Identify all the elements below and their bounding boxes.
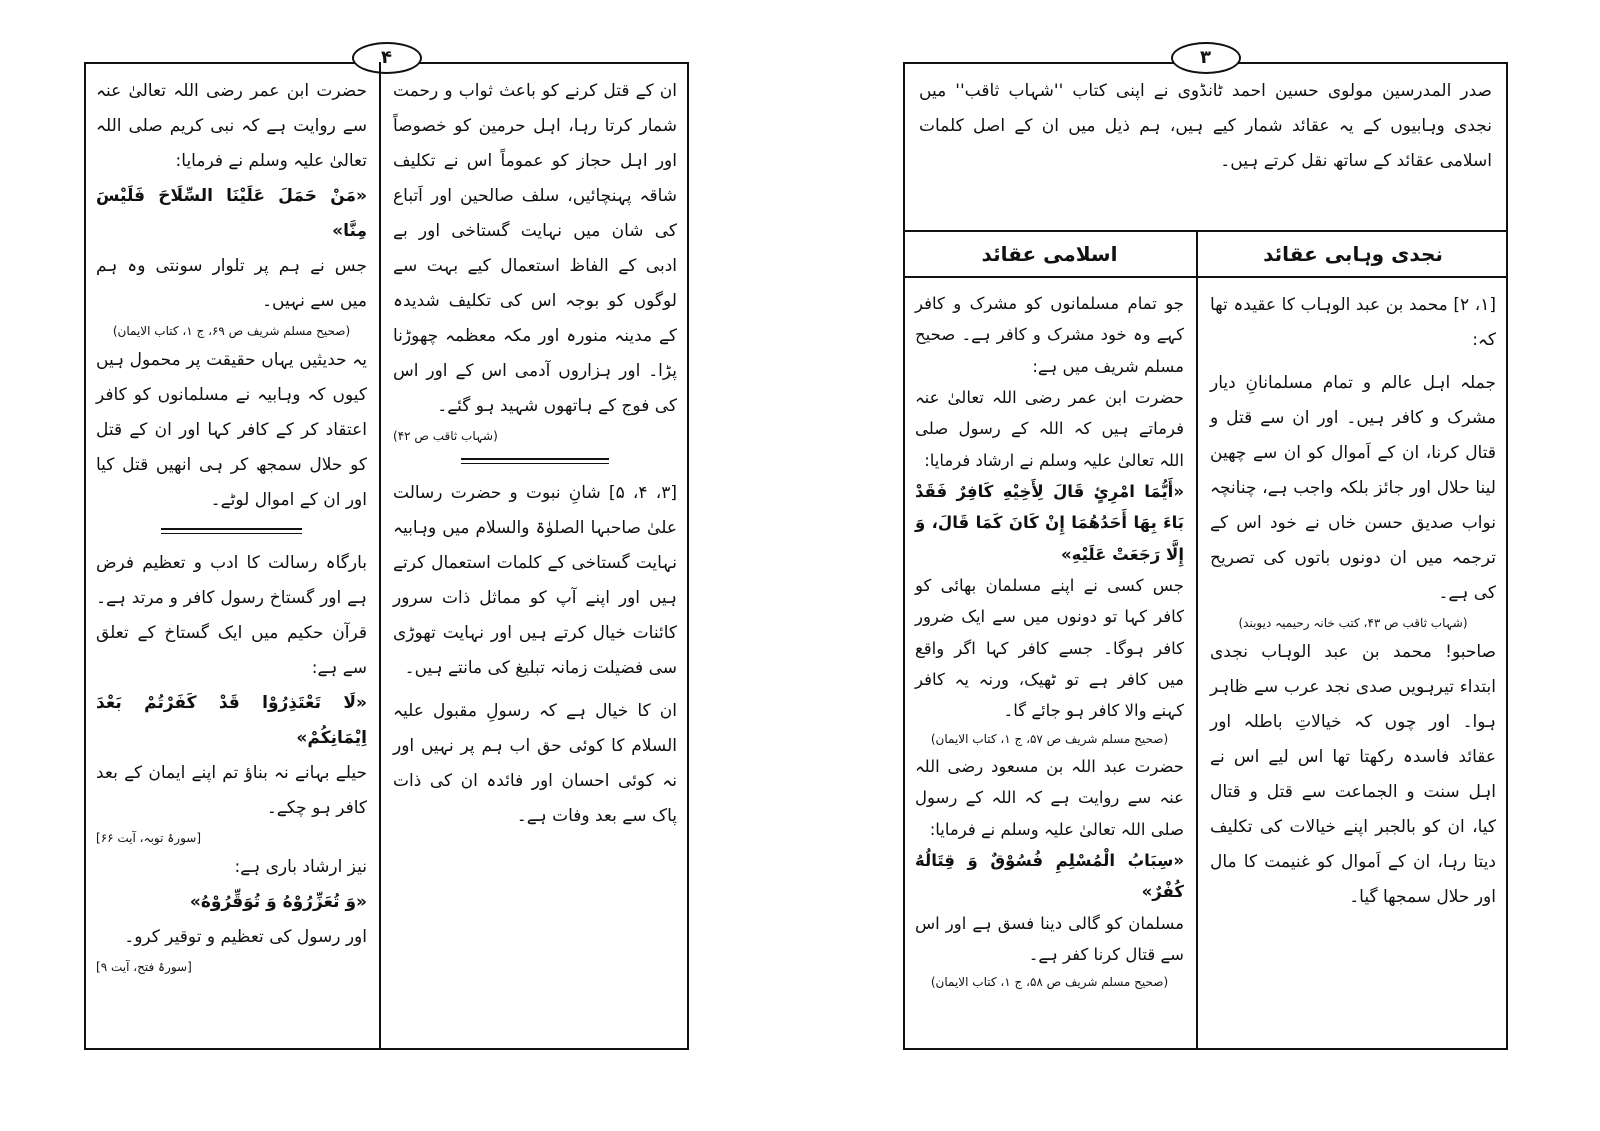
intro-block xyxy=(903,62,1508,232)
left-page-column-left xyxy=(84,62,379,1050)
table-header-islami: اسلامی عقائد xyxy=(981,242,1118,266)
paragraph: حضرت ابن عمر رضی اللہ تعالیٰ عنہ فرماتے ہیں کہ اللہ کے رسول صلی اللہ تعالیٰ علیہ وسلم نے ارشاد فرمایا: xyxy=(915,388,1184,470)
paragraph: [۱، ۲] محمد بن عبد الوہاب کا عقیدہ تھا کہ: xyxy=(1210,295,1496,350)
reference: (شہاب ثاقب ص ۴۳، کتب خانہ رحیمیہ دیوبند) xyxy=(1238,616,1468,630)
table-header-najdi: نجدی وہابی عقائد xyxy=(1263,242,1443,266)
paragraph: ان کے قتل کرنے کو باعث ثواب و رحمت شمار کرتا رہا، اہل حرمین کو خصوصاً اور اہل حجاز کو عموماً اس نے تکلیف شاقہ پہنچائیں، سلف صالحین اور اَتباع کی شان میں نہایت گستاخی اور بے ادبی کے الفاظ استعمال کیے بہت سے لوگوں کو بوجہ اس کی تکلیف شدیدہ کے مدینہ منورہ اور مکہ معظمہ چھوڑنا پڑا۔ اور ہزاروں آدمی اس کے اور اس کی فوج کے ہاتھوں شہید ہو گئے۔ xyxy=(393,81,677,416)
right-page xyxy=(903,47,1508,1050)
paragraph: حضرت عبد اللہ بن مسعود رضی اللہ عنہ سے روایت ہے کہ اللہ کے رسول صلی اللہ تعالیٰ علیہ وسلم نے فرمایا: xyxy=(915,756,1184,839)
paragraph: جس کسی نے اپنے مسلمان بھائی کو کافر کہا تو دونوں میں سے ایک ضرور کافر ہوگا۔ جسے کافر کہا اگر واقع میں کافر ہے تو ٹھیک، ورنہ یہ کافر کہنے والا کافر ہو جائے گا۔ xyxy=(915,576,1184,721)
paragraph: نیز ارشاد باری ہے: xyxy=(234,857,367,877)
table-header-row xyxy=(903,230,1508,278)
reference: (صحیح مسلم شریف ص ۵۷، ج ۱، کتاب الایمان) xyxy=(930,731,1169,746)
paragraph: صاحبو! محمد بن عبد الوہاب نجدی ابتداء تیرہویں صدی نجد عرب سے ظاہر ہوا۔ اور چوں کہ خیالاتِ باطلہ اور عقائد فاسدہ رکھتا تھا اس لیے اس نے اہل سنت و الجماعت سے قتل و قتال کیا، ان کو بالجبر اپنے خیالات کی تکلیف دیتا رہا، ان کے اَموال کو غنیمت کا مال اور حلال سمجھا گیا۔ xyxy=(1210,642,1496,907)
right-page-column-right xyxy=(1198,276,1508,1050)
arabic-quote: «مَنْ حَمَلَ عَلَيْنَا السِّلَاحَ فَلَيْسَ مِنَّا» xyxy=(96,186,367,241)
paragraph: [۳، ۴، ۵] شانِ نبوت و حضرت رسالت علیٰ صاحبہا الصلوٰۃ والسلام میں وہابیہ نہایت گستاخی کے کلمات استعمال کرتے ہیں اور اپنے آپ کو مماثل ذات سرور کائنات خیال کرتے ہیں اور نہایت تھوڑی سی فضیلت زمانہ تبلیغ کی مانتے ہیں۔ xyxy=(393,483,678,678)
paragraph: حیلے بہانے نہ بناؤ تم اپنے ایمان کے بعد کافر ہو چکے۔ xyxy=(96,763,367,818)
arabic-quote: «وَ تُعَزِّرُوْهُ وَ تُوَقِّرُوْهُ» xyxy=(189,892,367,912)
paragraph: مسلمان کو گالی دینا فسق ہے اور اس سے قتال کرنا کفر ہے۔ xyxy=(915,913,1184,964)
paragraph: جملہ اہل عالم و تمام مسلمانانِ دیار مشرک و کافر ہیں۔ اور ان سے قتل و قتال کرنا، ان کے اَموال کو ان سے چھین لینا حلال اور جائز بلکہ واجب ہے، چنانچہ نواب صدیق حسن خاں نے خود اس کے ترجمہ میں ان دونوں باتوں کی تصریح کی ہے۔ xyxy=(1210,373,1496,603)
reference: [سورۂ فتح، آیت ۹] xyxy=(96,960,192,974)
page-number: ۴ xyxy=(352,42,422,74)
reference: [سورۂ توبہ، آیت ۶۶] xyxy=(96,831,202,845)
intro-paragraph: صدر المدرسین مولوی حسین احمد ٹانڈوی نے اپنی کتاب ''شہاب ثاقب'' میں نجدی وہابیوں کے یہ عقائد شمار کیے ہیں، ہم ذیل میں ان کے اصل کلمات اسلامی عقائد کے ساتھ نقل کرتے ہیں۔ xyxy=(919,81,1492,171)
paragraph: یہ حدیثیں یہاں حقیقت پر محمول ہیں کیوں کہ وہابیہ نے مسلمانوں کو کافر اعتقاد کر کے کافر کہا اور ان کے قتل کو حلال سمجھ کر ہی انھیں قتل کیا اور ان کے اموال لوٹے۔ xyxy=(96,350,367,510)
paragraph: حضرت ابن عمر رضی اللہ تعالیٰ عنہ سے روایت ہے کہ نبی کریم صلی اللہ تعالیٰ علیہ وسلم نے فرمایا: xyxy=(96,81,367,171)
paragraph: اور رسول کی تعظیم و توقیر کرو۔ xyxy=(124,927,367,947)
page-number: ۳ xyxy=(1171,42,1241,74)
arabic-quote: «سِبَابُ الْمُسْلِمِ فُسُوْقٌ وَ قِتَالُهُ كُفْرٌ» xyxy=(915,850,1184,902)
right-page-column-left xyxy=(903,276,1196,1050)
paragraph: ان کا خیال ہے کہ رسولِ مقبول علیہ السلام کا کوئی حق اب ہم پر نہیں اور نہ کوئی احسان اور فائدہ ان کی ذات پاک سے بعد وفات ہے۔ xyxy=(393,701,677,826)
column-separator xyxy=(379,62,381,1050)
paragraph: بارگاہ رسالت کا ادب و تعظیم فرض ہے اور گستاخ رسول کافر و مرتد ہے۔ قرآن حکیم میں ایک گستاخ کے تعلق سے ہے: xyxy=(96,553,367,678)
left-page xyxy=(84,47,689,1050)
paragraph: جس نے ہم پر تلوار سونتی وہ ہم میں سے نہیں۔ xyxy=(96,256,367,311)
arabic-quote: «أَيُّمَا امْرِئٍ قَالَ لِأَخِيْهِ كَافِرٌ فَقَدْ بَاءَ بِهَا أَحَدُهُمَا إِنْ كَانَ كَمَا قَالَ، وَ إِلَّا رَجَعَتْ عَلَيْهِ» xyxy=(915,482,1184,564)
divider xyxy=(161,528,302,534)
reference: (صحیح مسلم شریف ص ۵۸، ج ۱، کتاب الایمان) xyxy=(930,975,1169,990)
arabic-quote: «لَا تَعْتَذِرُوْا قَدْ كَفَرْتُمْ بَعْدَ اِيْمَانِكُمْ» xyxy=(96,693,367,748)
divider xyxy=(461,458,609,464)
reference: (صحیح مسلم شریف ص ۶۹، ج ۱، کتاب الایمان) xyxy=(112,324,351,338)
paragraph: جو تمام مسلمانوں کو مشرک و کافر کہے وہ خود مشرک و کافر ہے۔ صحیح مسلم شریف میں ہے: xyxy=(915,294,1184,376)
left-page-column-right xyxy=(381,62,689,1050)
reference: (شہاب ثاقب ص ۴۲) xyxy=(393,429,498,443)
